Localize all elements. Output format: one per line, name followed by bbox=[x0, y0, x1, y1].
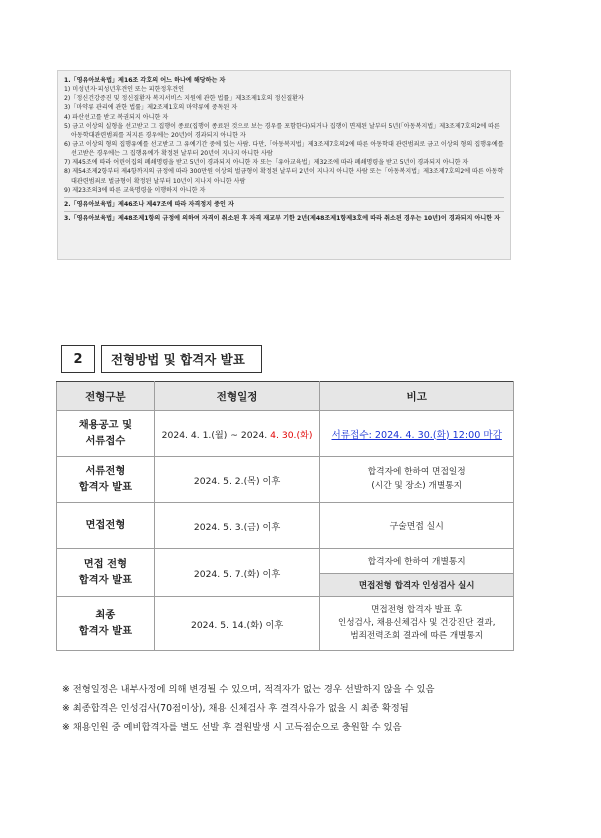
table-row bbox=[57, 597, 514, 651]
stage-name: 면접 전형 합격자 발표 bbox=[57, 549, 155, 597]
stage-date bbox=[154, 411, 320, 457]
note-item: ※ 최종합격은 인성검사(70점이상), 채용 신체검사 후 결격사유가 없을 시 최종 확정됨 bbox=[62, 703, 409, 714]
table-row bbox=[57, 411, 514, 457]
disq-item: 6) 금고 이상의 형의 집행유예를 선고받고 그 유예기간 중에 있는 사람. 다만,「아동복지법」제3조제7호의2에 따른 아동학대 관련범죄로 금고 이상의 형의 집행유예를 선고받은 경우에는 그 집행유예가 확정된 날부터 20년이 지나지 아니한 사람 bbox=[64, 140, 504, 158]
col-header: 전형구분 bbox=[57, 382, 155, 411]
disq-heading-1: 1.「영유아보육법」제16조 각호의 어느 하나에 해당하는 자 bbox=[64, 77, 226, 84]
disq-item: 3)「마약류 관리에 관한 법률」제2조제1호의 마약류에 중독된 자 bbox=[64, 104, 238, 112]
disq-item: 4) 파산선고를 받고 복권되지 아니한 자 bbox=[64, 113, 169, 121]
disq-item: 8) 제54조제2항부터 제4항까지의 규정에 따라 300만원 이상의 벌금형이 확정된 날부터 2년이 지나지 아니한 사람 또는「아동복지법」제3조제7호의2에 따른 아동학대관련범죄로 벌금형이 확정된 날부터 10년이 지나지 아니한 사람 bbox=[64, 168, 504, 185]
disqualification-box bbox=[57, 70, 511, 260]
disq-item: 9) 제23조의3에 따른 교육명령을 이행하지 아니한 자 bbox=[64, 186, 206, 194]
col-header: 전형일정 bbox=[154, 382, 320, 411]
stage-note bbox=[320, 411, 514, 457]
section-title: 전형방법 및 합격자 발표 bbox=[101, 345, 262, 373]
table-row bbox=[57, 549, 514, 574]
schedule-table bbox=[56, 381, 514, 651]
disq-heading-3: 3.「영유아보육법」제48조제1항의 규정에 의하여 자격이 취소된 후 자격 재교부 기한 2년(제48조제1항제3호에 따라 취소된 경우는 10년)이 경과되지 아니한 자 bbox=[64, 214, 501, 222]
divider bbox=[64, 197, 504, 198]
stage-note: 합격자에 한하여 면접일정 (시간 및 장소) 개별통지 bbox=[320, 457, 514, 503]
disq-item: 5) 금고 이상의 실형을 선고받고 그 집행이 종료(집행이 종료된 것으로 보는 경우를 포함한다)되거나 집행이 면제된 날부터 5년(「아동복지법」제3조제7호의2에 따른 아동학대관련범죄를 저지른 경우에는 20년)이 경과되지 아니한 자 bbox=[64, 122, 500, 139]
stage-note: 면접전형 합격자 발표 후 인성검사, 채용신체검사 및 건강진단 결과, 범죄전력조회 결과에 따른 개별통지 bbox=[320, 597, 514, 651]
disq-item: 7) 제45조에 따라 어린이집의 폐쇄명령을 받고 5년이 경과되지 아니한 자 또는「유아교육법」제32조에 따라 폐쇄명령을 받고 5년이 경과되지 아니한 자 bbox=[64, 159, 469, 167]
col-header: 비고 bbox=[320, 382, 514, 411]
date-text: 2024. 4. 1.(월) ~ 2024. bbox=[161, 429, 271, 441]
table-row bbox=[57, 457, 514, 503]
note-item: ※ 채용인원 중 예비합격자를 별도 선발 후 결원발생 시 고득점순으로 충원할 수 있음 bbox=[62, 722, 402, 733]
deadline-note: 서류접수: 2024. 4. 30.(화) 12:00 마감 bbox=[331, 429, 502, 441]
stage-date: 2024. 5. 2.(목) 이후 bbox=[154, 457, 320, 503]
table-header-row bbox=[57, 382, 514, 411]
stage-date: 2024. 5. 14.(화) 이후 bbox=[154, 597, 320, 651]
stage-name: 면접전형 bbox=[57, 503, 155, 549]
notes-section bbox=[62, 680, 532, 737]
stage-note: 합격자에 한하여 개별통지 bbox=[320, 549, 514, 574]
disq-item: 2)「정신건강증진 및 정신질환자 복지서비스 지원에 관한 법률」제3조제1호의 정신질환자 bbox=[64, 95, 304, 103]
stage-note: 구술면접 실시 bbox=[320, 503, 514, 549]
stage-date: 2024. 5. 3.(금) 이후 bbox=[154, 503, 320, 549]
section-number: 2 bbox=[61, 345, 95, 373]
divider bbox=[64, 211, 504, 212]
stage-date: 2024. 5. 7.(화) 이후 bbox=[154, 549, 320, 597]
stage-note-highlight: 면접전형 합격자 인성검사 실시 bbox=[320, 574, 514, 597]
table-row bbox=[57, 503, 514, 549]
stage-name: 채용공고 및 서류접수 bbox=[57, 411, 155, 457]
stage-name: 최종 합격자 발표 bbox=[57, 597, 155, 651]
note-item: ※ 전형일정은 내부사정에 의해 변경될 수 있으며, 적격자가 없는 경우 선발하지 않을 수 있음 bbox=[62, 684, 435, 695]
disq-heading-2: 2.「영유아보육법」제46조나 제47조에 따라 자격정지 중인 자 bbox=[64, 200, 234, 208]
stage-name: 서류전형 합격자 발표 bbox=[57, 457, 155, 503]
disq-item: 1) 미성년자·피성년후견인 또는 피한정후견인 bbox=[64, 86, 184, 94]
deadline-date: 4. 30.(화) bbox=[270, 429, 313, 441]
